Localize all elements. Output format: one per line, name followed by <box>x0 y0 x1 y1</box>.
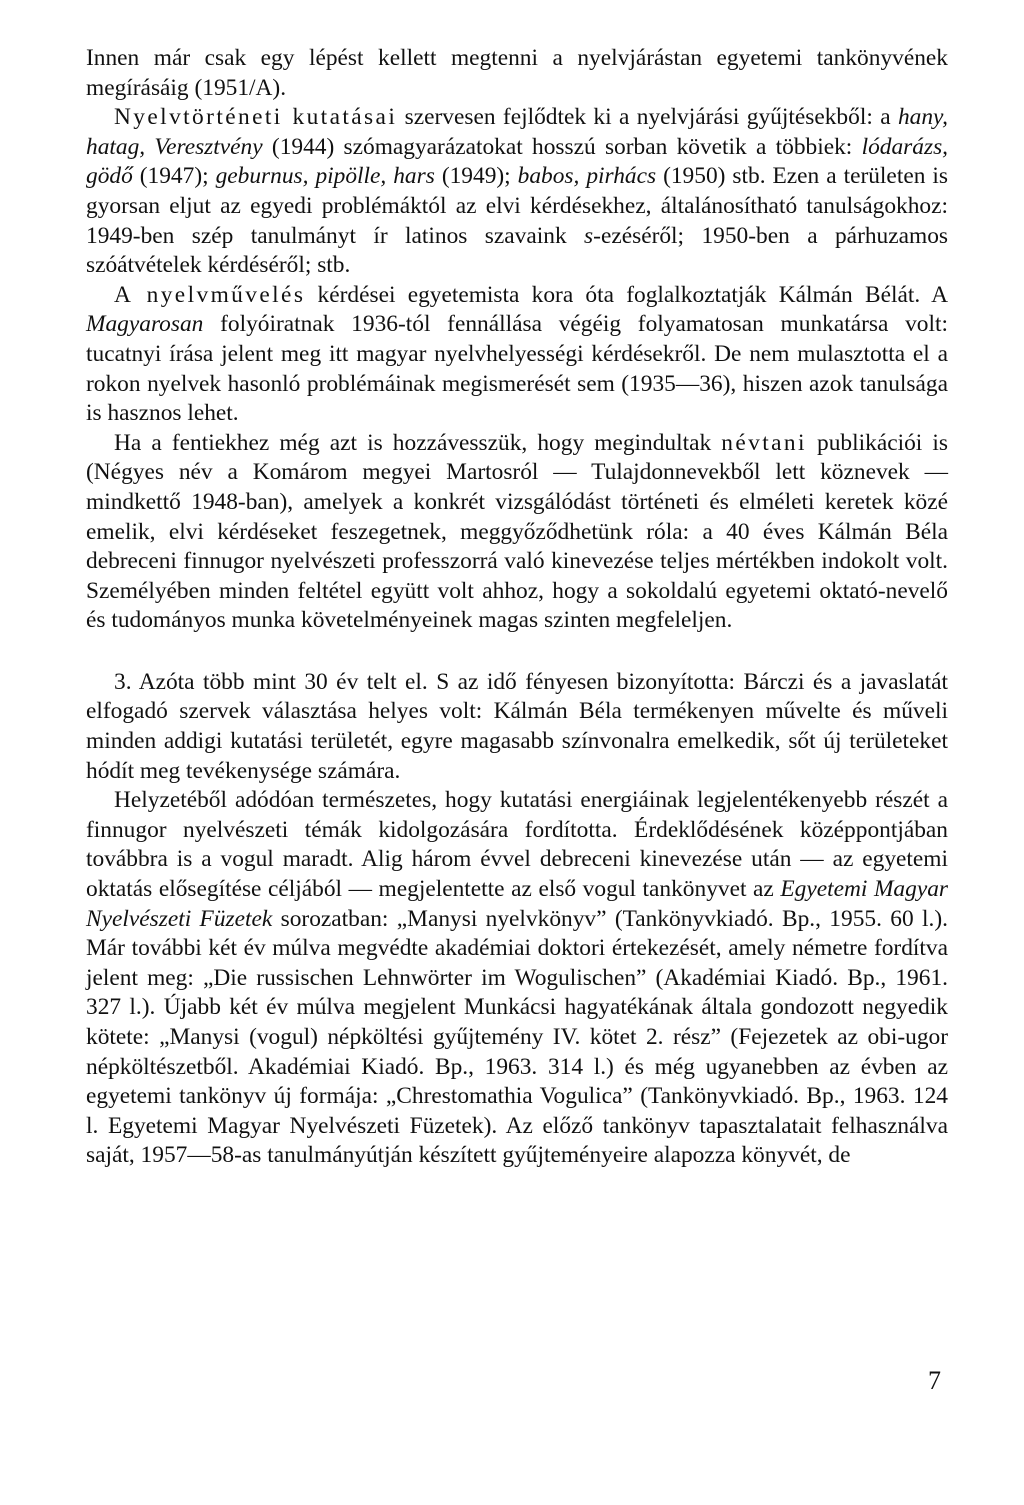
paragraph <box>86 668 948 786</box>
text-run: 3. Azóta több mint 30 év telt el. S az idő fényesen bizonyította: Bárczi és a javaslatát elfogadó szervek választása helyes volt: Kálmán Béla termékenyen művelte és műveli minden addigi kutatási területét, egyre magasabb színvonalra emelkedik, sőt új területeket hódít meg tevékenysége számára. <box>86 668 948 784</box>
text-run: Magyarosan <box>86 311 204 338</box>
text-run: Egyetemi Magyar Nyelvészeti Füzetek <box>86 876 948 932</box>
paragraph <box>86 429 948 636</box>
text-run: (1944) szómagyarázatokat hosszú sorban követik a többiek: <box>262 133 862 160</box>
text-run: lódarázs, gödő <box>86 133 949 190</box>
paragraph <box>86 44 948 103</box>
text-run: szervesen fejlődtek ki a nyelvjárási gyűjtésekből: a <box>397 104 898 131</box>
paragraph <box>86 103 948 281</box>
text-run: Ha a fentiekhez még azt is hozzávesszük, hogy megindultak <box>114 429 722 456</box>
text-run: geburnus, pipölle, hars <box>215 163 435 190</box>
text-run: sorozatban: „Manysi nyelvkönyv” (Tankönyvkiadó. Bp., 1955. 60 l.). Már további két év múlva megvédte akadémiai doktori értekezését, amely németre fordítva jelent meg: „Die russischen Lehnwörter im Wogulischen” (Akadémiai Kiadó. Bp., 1961. 327 l.). Újabb két év múlva megjelent Munkácsi hagyatékának általa gondozott negyedik kötete: „Manysi (vogul) népköltési gyűjtemény IV. kötet 2. rész” (Fejezetek az obi-ugor népköltészetből. Akadémiai Kiadó. Bp., 1963. 314 l.) és még ugyanebben az évben az egyetemi tankönyv új formája: „Chrestomathia Vogulica” (Tankönyvkiadó. Bp., 1963. 124 l. Egyetemi Magyar Nyelvészeti Füzetek). Az előző tankönyv tapasztalatait felhasználva saját, 1957—58-as tanulmányútján készített gyűjteményeire alapozza könyvét, de <box>86 905 948 1169</box>
text-run: s <box>584 222 594 249</box>
text-run: publikációi is (Négyes név a Komárom megyei Martosról — Tulajdonnevekből lett köznevek — mindkettő 1948-ban), amelyek a konkrét vizsgálódást történeti és elméleti keretek közé emelik, elvi kérdéseket feszegetnek, meggyőződhetünk róla: a 40 éves Kálmán Béla debreceni finnugor nyelvészeti professzorrá való kinevezése teljes mértékben indokolt volt. Személyében minden feltétel együtt volt ahhoz, hogy a sokoldalú egyetemi oktató-nevelő és tudományos munka követelményeinek magas szinten megfeleljen. <box>86 429 948 634</box>
text-run: A nyelvművelés <box>114 281 306 308</box>
text-run: (1949); <box>434 163 518 190</box>
text-run: babos, pirhács <box>517 163 657 190</box>
page-body <box>86 44 948 1171</box>
text-run: Helyzetéből adódóan természetes, hogy kutatási energiáinak legjelentékenyebb részét a finnugor nyelvészeti témák kidolgozására fordította. Érdeklődésének középpontjában továbbra is a vogul maradt. Alig három évvel debreceni kinevezése után — az egyetemi oktatás elősegítése céljából — megjelentette az első vogul tankönyvet az <box>86 787 948 903</box>
text-run: Nyelvtörténeti kutatásai <box>114 104 398 131</box>
text-run: Innen már csak egy lépést kellett megtenni a nyelvjárástan egyetemi tankönyvének megírásáig (1951/A). <box>86 45 948 101</box>
text-run: folyóiratnak 1936-tól fennállása végéig folyamatosan munkatársa volt: tucatnyi írása jelent meg itt magyar nyelvhelyességi kérdésekről. De nem mulasztotta el a rokon nyelvek hasonló problémáinak megismerését sem (1935—36), hiszen azok tanulsága is hasznos lehet. <box>86 311 948 427</box>
paragraph <box>86 281 948 429</box>
page-number: 7 <box>928 1366 941 1395</box>
text-run: -ezéséről; 1950-ben a párhuzamos szóátvételek kérdéséről; stb. <box>86 222 948 279</box>
text-run: hany, hatag, Veresztvény <box>86 104 948 160</box>
text-run: névtani <box>721 429 807 456</box>
text-run: (1947); <box>132 163 216 190</box>
text-run: kérdései egyetemista kora óta foglalkoztatják Kálmán Bélát. A <box>305 281 949 308</box>
text-run: (1950) stb. Ezen a területen is gyorsan eljut az egyedi problémáktól az elvi kérdésekhez, általánosítható tanulságokhoz: 1949-ben szép tanulmányt ír latinos szavaink <box>86 163 948 249</box>
paragraph <box>86 786 948 1171</box>
